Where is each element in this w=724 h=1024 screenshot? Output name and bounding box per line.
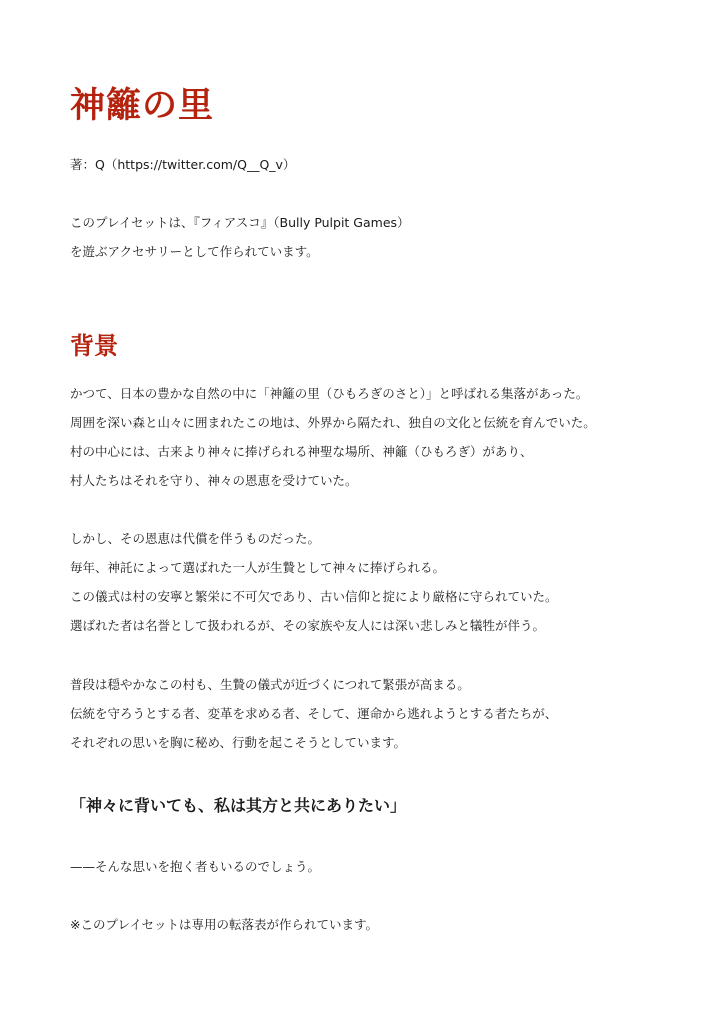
background-p3-line-1: 普段は穏やかなこの村も、生贄の儀式が近づくにつれて緊張が高まる。 bbox=[70, 677, 470, 692]
background-p2-line-2: 毎年、神託によって選ばれた一人が生贄として神々に捧げられる。 bbox=[70, 560, 446, 575]
background-p1-line-4: 村人たちはそれを守り、神々の恩恵を受けていた。 bbox=[70, 473, 358, 488]
background-p3-line-3: それぞれの思いを胸に秘め、行動を起こそうとしています。 bbox=[70, 735, 407, 750]
background-p1-line-1: かつて、日本の豊かな自然の中に「神籬の里（ひもろぎのさと）」と呼ばれる集落があった。 bbox=[70, 386, 589, 401]
document-title: 神籬の里 bbox=[70, 86, 215, 126]
intro-line-1: このプレイセットは、『フィアスコ』（Bully Pulpit Games） bbox=[70, 215, 410, 230]
after-quote-line: ——そんな思いを抱く者もいるのでしょう。 bbox=[70, 859, 321, 874]
background-p1-line-3: 村の中心には、古来より神々に捧げられる神聖な場所、神籬（ひもろぎ）があり、 bbox=[70, 444, 533, 459]
background-p2-line-1: しかし、その恩恵は代償を伴うものだった。 bbox=[70, 531, 321, 546]
note-line: ※このプレイセットは専用の転落表が作られています。 bbox=[70, 917, 378, 932]
highlight-quote: 「神々に背いても、私は其方と共にありたい」 bbox=[70, 796, 407, 815]
intro-line-2: を遊ぶアクセサリーとして作られています。 bbox=[70, 244, 319, 259]
section-heading-background: 背景 bbox=[70, 332, 118, 360]
background-p1-line-2: 周囲を深い森と山々に囲まれたこの地は、外界から隔たれ、独自の文化と伝統を育んでいた。 bbox=[70, 415, 596, 430]
background-p2-line-4: 選ばれた者は名誉として扱われるが、その家族や友人には深い悲しみと犠牲が伴う。 bbox=[70, 618, 546, 633]
background-p3-line-2: 伝統を守ろうとする者、変革を求める者、そして、運命から逃れようとする者たちが、 bbox=[70, 706, 558, 721]
background-p2-line-3: この儀式は村の安寧と繁栄に不可欠であり、古い信仰と掟により厳格に守られていた。 bbox=[70, 589, 558, 604]
author-line: 著：Q（https://twitter.com/Q__Q_v） bbox=[70, 157, 296, 172]
